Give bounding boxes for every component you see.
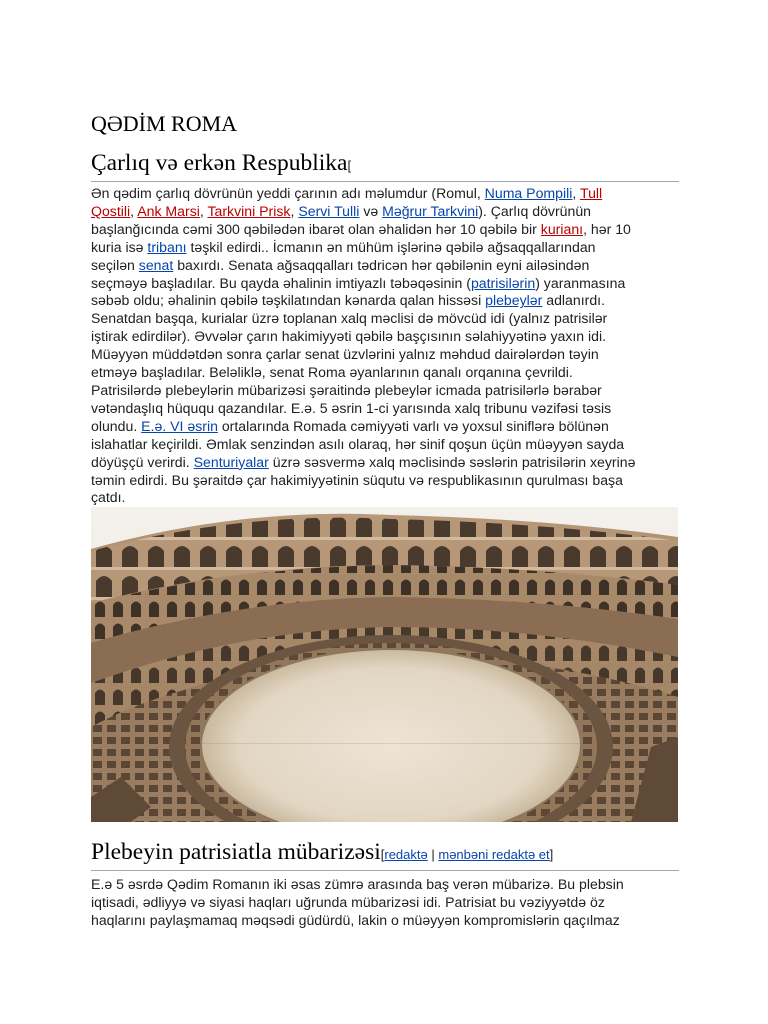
text-run: baxırdı. Senata ağsaqqalları tədricən hər qəbilənin eyni ailəsindən [173,256,590,273]
text-line [91,489,681,507]
text-run: ) yaranmasına [535,274,626,291]
section-heading-text: Çarlıq və erkən Respublika [91,150,348,176]
colosseum-photo [91,507,678,822]
text-run: iqtisadi, ədliyyə və siyasi haqları uğrunda mübarizəsi idi. Patrisiat bu vəziyyətdə öz [91,893,605,910]
text-run: təşkil edirdi.. İcmanın ən mühüm işlərinə qəbilə ağsaqqallarından [186,238,596,255]
wiki-link[interactable]: Numa Pompili [484,185,573,201]
text-run: çatdı. [91,489,126,506]
section-heading-text: Plebeyin patrisiatla mübarizəsi [91,839,381,865]
redlink[interactable]: Qostili [91,202,131,219]
section-monarchy-paragraph [91,185,681,507]
edit-separator: | [427,847,439,862]
text-line [91,454,681,472]
text-run: adlanırdı. [542,292,606,309]
text-line [91,364,681,382]
page-title: QƏDİM ROMA [91,111,238,136]
text-line [91,185,681,203]
text-run: E.ə 5 əsrdə Qədim Romanın iki əsas zümrə arasında baş verən mübarizə. Bu plebsin [91,876,624,892]
text-line [91,912,681,930]
text-run: , [130,202,138,219]
wiki-link[interactable]: Senturiyalar [193,453,269,470]
text-line [91,310,681,328]
text-run: Patrisilərdə plebeylərin mübarizəsi şəraitində plebeylər icmada patrisilərlə bərabər [91,381,602,398]
text-run: təmin edirdi. Bu şəraitdə çar hakimiyyətinin süqutu və respublikasının qurulması başa [91,471,623,488]
text-run: kuria isə [91,238,148,255]
section-heading-monarchy [91,148,679,182]
wiki-link[interactable]: patrisilərin [470,274,536,291]
redlink[interactable]: Ank Marsi [137,202,200,219]
edit-link[interactable]: redaktə [384,847,428,862]
edit-source-link[interactable]: mənbəni redaktə et [438,847,550,862]
wiki-link[interactable]: Məğrur Tarkvini [382,202,479,219]
text-line [91,221,681,239]
text-line [91,292,681,310]
text-line [91,418,681,436]
edit-bracket-close: ] [549,847,554,862]
text-run: haqlarını paylaşmamaq məqsədi güdürdü, lakin o müəyyən kompromislərin qaçılmaz [91,911,620,928]
text-line [91,400,681,418]
redlink[interactable]: kurianı [540,220,584,237]
text-run: ortalarında Romada cəmiyyəti varlı və yoxsul siniflərə bölünən [217,417,609,434]
text-run: Müəyyən müddətdən sonra çarlar senat üzvlərini yalnız məhdud dairələrdən təyin [91,346,599,363]
wiki-link[interactable]: Servi Tulli [298,202,360,219]
text-run: , hər 10 [583,220,631,237]
text-run: səbəb oldu; əhalinin qəbilə təşkilatından kənarda qalan hissəsi [91,292,486,309]
text-line [91,894,681,912]
text-line [91,203,681,221]
text-run: üzrə səsvermə xalq məclisində səslərin patrisilərin xeyrinə [268,453,636,470]
section-heading-plebeian-struggle [91,837,679,871]
text-line [91,346,681,364]
text-run: seçilən [91,256,139,273]
text-line [91,472,681,490]
redlink[interactable]: Tull [579,185,603,201]
text-run: və [359,202,383,219]
text-run: , [290,202,299,219]
wiki-link[interactable]: E.ə. VI əsrin [141,417,218,434]
text-run: vətəndaşlıq hüququ qazandılar. E.ə. 5 əsrin 1-ci yarısında xalq tribunu vəzifəsi təsis [91,399,612,416]
text-run: islahatlar keçirildi. Əmlak senzindən asılı olaraq, hər sinif qoşun üçün müəyyən sayda [91,435,625,452]
text-line [91,257,681,275]
text-run: Senatdan başqa, kurialar üzrə toplanan xalq məclisi də mövcüd idi (yalnız patrisilər [91,310,608,327]
text-line [91,328,681,346]
text-run: , [572,185,580,201]
text-run: , [199,202,208,219]
section-plebeian-paragraph [91,876,681,930]
text-line [91,239,681,257]
text-line [91,382,681,400]
text-line [91,436,681,454]
section-edit-bracket: [ [347,158,352,173]
redlink[interactable]: Tarkvini Prisk [207,202,291,219]
section-edit-links [381,847,554,862]
text-run: döyüşçü verirdi. [91,453,194,470]
wiki-link[interactable]: plebeylər [485,292,543,309]
text-run: iştirak edirdilər). Əvvələr çarın hakimiyyəti qəbilə başçısının səlahiyyətinə yaxın idi. [91,328,607,345]
text-run: olundu. [91,417,142,434]
text-run: seçməyə başladılar. Bu qayda əhalinin imtiyazlı təbəqəsinin ( [91,274,471,291]
wiki-link[interactable]: senat [138,256,174,273]
wiki-link[interactable]: tribanı [147,238,187,255]
text-run: Ən qədim çarlıq dövrünün yeddi çarının adı məlumdur (Romul, [91,185,485,201]
text-run: ). Çarlıq dövrünün [478,202,592,219]
text-run: etməyə başladılar. Beləliklə, senat Roma əyanlarının qanalı orqanına çevrildi. [91,364,573,381]
edit-bracket-open: [ [380,847,385,862]
text-line [91,876,681,894]
text-line [91,275,681,293]
text-run: başlanğıcında cəmi 300 qəbilədən ibarət olan əhalidən hər 10 qəbilə bir [91,220,541,237]
